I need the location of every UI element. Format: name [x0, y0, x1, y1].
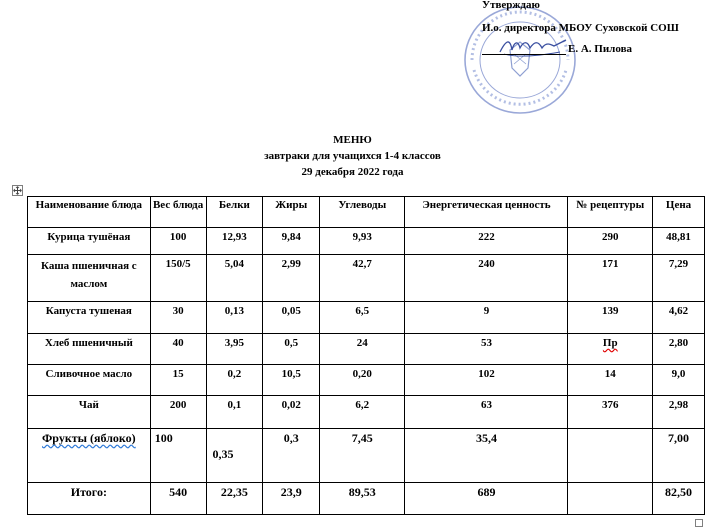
- table-row: [28, 334, 705, 365]
- table-header-row: [28, 197, 705, 228]
- table-total-row: [28, 483, 705, 515]
- dish-name: Хлеб пшеничный: [28, 334, 151, 365]
- dish-protein: 0,1: [206, 396, 263, 429]
- dish-carbs: 24: [320, 334, 405, 365]
- dish-energy: 240: [405, 255, 568, 302]
- dish-carbs: 9,93: [320, 228, 405, 255]
- dish-protein: 0,2: [206, 365, 263, 396]
- dish-name-text: Фрукты (яблоко): [42, 431, 136, 445]
- dish-recipe: 14: [568, 365, 653, 396]
- table-row: [28, 396, 705, 429]
- dish-protein: [206, 429, 263, 483]
- header-price: Цена: [653, 197, 705, 228]
- dish-protein: 3,95: [206, 334, 263, 365]
- total-protein: 22,35: [206, 483, 263, 515]
- dish-weight: 30: [150, 302, 206, 334]
- dish-protein: 0,13: [206, 302, 263, 334]
- dish-recipe: [568, 334, 653, 365]
- header-recipe-number: № рецептуры: [568, 197, 653, 228]
- director-position: И.о. директора МБОУ Суховской СОШ: [482, 22, 679, 34]
- header-dish-name: Наименование блюда: [28, 197, 151, 228]
- dish-name: [28, 429, 151, 483]
- table-row: [28, 302, 705, 334]
- dish-price: 2,80: [653, 334, 705, 365]
- dish-fat: 0,3: [263, 429, 320, 483]
- menu-subtitle: завтраки для учащихся 1-4 классов: [264, 150, 441, 162]
- dish-recipe: 376: [568, 396, 653, 429]
- dish-energy: 222: [405, 228, 568, 255]
- dish-energy: 53: [405, 334, 568, 365]
- table-row: [28, 429, 705, 483]
- dish-energy: 9: [405, 302, 568, 334]
- dish-price: 4,62: [653, 302, 705, 334]
- dish-weight: 100: [150, 228, 206, 255]
- table-move-handle-icon[interactable]: [12, 185, 23, 196]
- dish-fat: 0,05: [263, 302, 320, 334]
- recipe-spellcheck-word: Пр: [602, 337, 618, 349]
- dish-protein-value: 0,35: [212, 447, 234, 461]
- director-name: Е. А. Пилова: [568, 43, 633, 55]
- dish-fat: 0,02: [263, 396, 320, 429]
- dish-carbs: 6,2: [320, 396, 405, 429]
- dish-weight: 40: [150, 334, 206, 365]
- menu-heading: МЕНЮ: [333, 134, 372, 146]
- dish-name: Сливочное масло: [28, 365, 151, 396]
- header-protein: Белки: [206, 197, 263, 228]
- total-weight: 540: [150, 483, 206, 515]
- dish-recipe: 171: [568, 255, 653, 302]
- dish-recipe: 290: [568, 228, 653, 255]
- dish-weight: 200: [150, 396, 206, 429]
- dish-carbs: 42,7: [320, 255, 405, 302]
- total-recipe: [568, 483, 653, 515]
- dish-price: 9,0: [653, 365, 705, 396]
- dish-carbs: 6,5: [320, 302, 405, 334]
- total-fat: 23,9: [263, 483, 320, 515]
- dish-name: Каша пшеничная с маслом: [28, 255, 151, 302]
- dish-price: 48,81: [653, 228, 705, 255]
- total-carbs: 89,53: [320, 483, 405, 515]
- dish-name: Чай: [28, 396, 151, 429]
- dish-fat: 10,5: [263, 365, 320, 396]
- header-carbs: Углеводы: [320, 197, 405, 228]
- header-weight: Вес блюда: [150, 197, 206, 228]
- dish-name: Курица тушёная: [28, 228, 151, 255]
- table-row: [28, 365, 705, 396]
- dish-price: 7,00: [653, 429, 705, 483]
- approval-block: [482, 0, 702, 118]
- total-energy: 689: [405, 483, 568, 515]
- dish-fat: 0,5: [263, 334, 320, 365]
- header-fat: Жиры: [263, 197, 320, 228]
- dish-energy: 102: [405, 365, 568, 396]
- header-energy: Энергетическая ценность: [405, 197, 568, 228]
- dish-energy: 63: [405, 396, 568, 429]
- dish-energy: 35,4: [405, 429, 568, 483]
- approve-label: Утверждаю: [482, 0, 540, 11]
- dish-name: Капуста тушеная: [28, 302, 151, 334]
- table-row: [28, 255, 705, 302]
- dish-recipe: [568, 429, 653, 483]
- total-price: 82,50: [653, 483, 705, 515]
- menu-date: 29 декабря 2022 года: [301, 166, 404, 178]
- dish-fat: 9,84: [263, 228, 320, 255]
- dish-protein: 12,93: [206, 228, 263, 255]
- dish-carbs: 0,20: [320, 365, 405, 396]
- table-row: [28, 228, 705, 255]
- total-label: Итого:: [28, 483, 151, 515]
- dish-protein: 5,04: [206, 255, 263, 302]
- dish-fat: 2,99: [263, 255, 320, 302]
- signature-line: [482, 54, 566, 55]
- dish-weight: 15: [150, 365, 206, 396]
- dish-price: 2,98: [653, 396, 705, 429]
- dish-weight: 100: [150, 429, 206, 483]
- dish-price: 7,29: [653, 255, 705, 302]
- dish-recipe: 139: [568, 302, 653, 334]
- menu-table: [27, 196, 705, 515]
- table-resize-handle-icon[interactable]: [695, 519, 703, 527]
- dish-weight: 150/5: [150, 255, 206, 302]
- dish-carbs: 7,45: [320, 429, 405, 483]
